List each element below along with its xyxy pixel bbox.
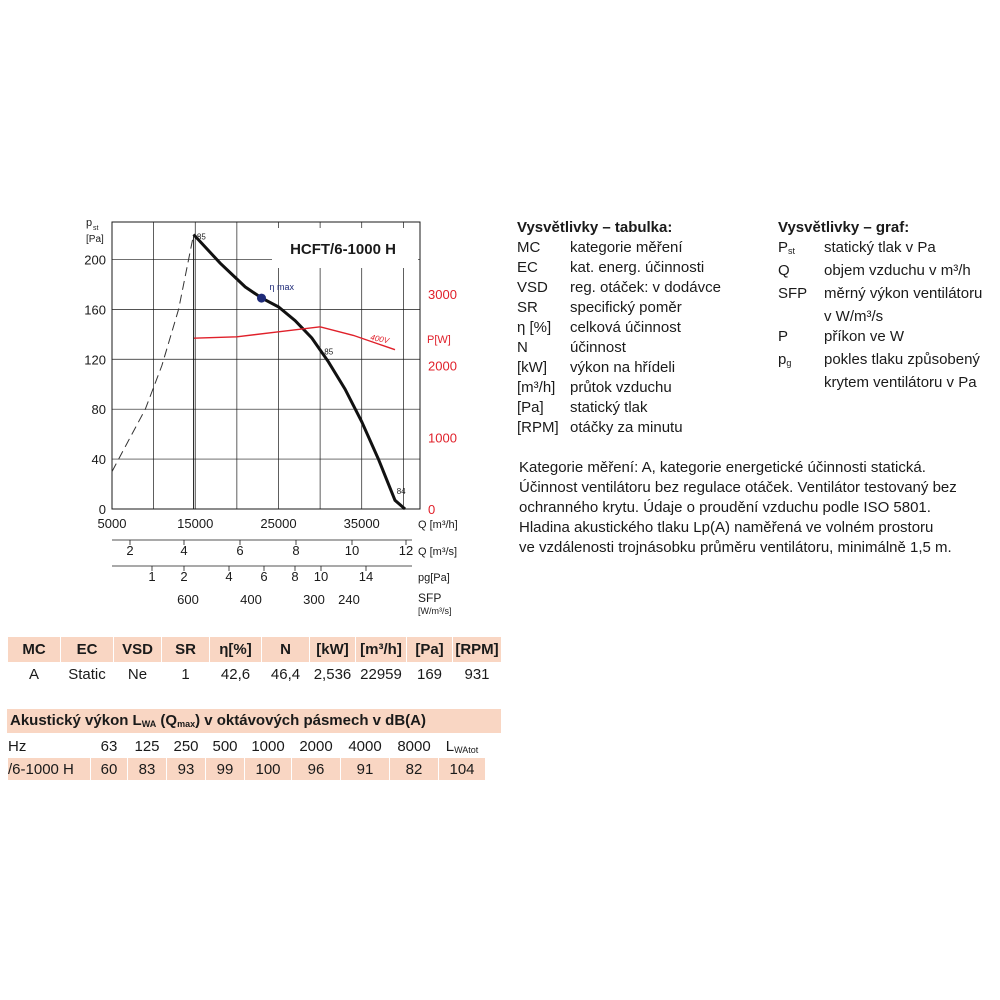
legend-value: celková účinnost [570, 319, 681, 336]
legend-key [778, 261, 824, 284]
legend-key-main: SFP [778, 285, 808, 302]
acoustic-value-cell: 83 [128, 758, 166, 780]
spec-header-cell: η[%] [210, 637, 261, 662]
legend-graph-row [778, 373, 1000, 393]
acoustic-title-mid: (Q [156, 712, 178, 729]
sfp-tick-label: 600 [177, 592, 199, 607]
secondary-axis-label: pg[Pa] [418, 572, 450, 584]
legend-value: měrný výkon ventilátoru [824, 285, 983, 302]
legend-key: EC [517, 259, 538, 276]
spec-value-cell: 42,6 [220, 665, 251, 683]
curve-point-label: 84 [396, 487, 406, 497]
fan-performance-chart [0, 0, 520, 630]
legend-key-sub: g [786, 358, 792, 368]
spec-value-cell: 22959 [360, 665, 402, 683]
acoustic-band-cell: 63 [91, 735, 127, 757]
y-tick-label: 160 [84, 302, 106, 318]
acoustic-model: /6-1000 H [8, 758, 90, 780]
x-tick-label: 35000 [343, 516, 380, 531]
note-line: ve vzdálenosti trojnásobku průměru ventilátoru, minimálně 1,5 m. [519, 539, 952, 556]
spec-value-cell: 169 [416, 665, 443, 683]
spec-header-cell: MC [8, 637, 60, 662]
legend-key: [RPM] [517, 419, 559, 436]
secondary-tick-label: 6 [260, 569, 268, 584]
acoustic-value-row [8, 758, 485, 780]
legend-value: statický tlak v Pa [824, 239, 936, 256]
legend-table-title: Vysvětlivky – tabulka: [517, 219, 673, 236]
secondary-tick-label: 1 [148, 569, 156, 584]
legend-key [778, 238, 824, 261]
legend-table-row [517, 298, 757, 318]
legend-value: pokles tlaku způsobený [824, 351, 980, 368]
legend-value: účinnost [570, 339, 626, 356]
secondary-tick-label: 8 [291, 569, 299, 584]
y2-axis-label: P[W] [427, 334, 451, 346]
acoustic-table [7, 734, 486, 781]
legend-value: objem vzduchu v m³/h [824, 262, 971, 279]
legend-value: kategorie měření [570, 239, 683, 256]
sfp-tick-label: 300 [303, 592, 325, 607]
legend-value: krytem ventilátoru v Pa [824, 374, 977, 391]
secondary-tick-label: 4 [225, 569, 233, 584]
spec-value-row [8, 663, 501, 685]
y-axis-unit: [Pa] [86, 234, 104, 245]
legend-graph-row [778, 238, 1000, 261]
x-tick-label: 5000 [97, 516, 127, 531]
sfp-axis-unit: [W/m³/s] [418, 606, 452, 616]
legend-key-main: p [778, 351, 787, 368]
secondary-tick-label: 10 [344, 543, 360, 558]
note-line: Účinnost ventilátoru bez regulace otáček. Ventilátor testovaný bez [519, 479, 957, 496]
y-tick-label: 120 [84, 352, 106, 368]
x-tick-label: 25000 [260, 516, 297, 531]
spec-value-cell: 931 [464, 665, 490, 683]
legend-table-row [517, 238, 757, 258]
curve-point-label: 85 [196, 232, 206, 242]
y2-tick-label: 2000 [428, 358, 457, 374]
legend-table-row [517, 278, 757, 298]
spec-table [7, 636, 502, 686]
legend-graph [778, 218, 1000, 393]
series-pressure-line [194, 235, 405, 510]
eta-max-label: η max [269, 282, 295, 293]
acoustic-band-cell: 2000 [292, 735, 340, 757]
secondary-tick-label: 10 [313, 569, 329, 584]
spec-value-cell: 46,4 [270, 665, 301, 683]
series-limit-line [112, 235, 194, 472]
acoustic-band-row [8, 735, 485, 757]
spec-value-cell: Ne [127, 665, 148, 683]
spec-header-cell: [Pa] [407, 637, 452, 662]
note-line: Hladina akustického tlaku Lp(A) naměřená ve volném prostoru [519, 519, 934, 536]
legend-key [778, 284, 824, 307]
legend-key [778, 350, 824, 373]
acoustic-value-cell: 100 [245, 758, 291, 780]
legend-key: η [%] [517, 319, 552, 336]
acoustic-value-cell: 82 [390, 758, 438, 780]
legend-value: specifický poměr [570, 299, 682, 316]
secondary-tick-label: 2 [126, 543, 134, 558]
legend-table-row [517, 318, 757, 338]
legend-value: otáčky za minutu [570, 419, 683, 436]
y-tick-label: 80 [91, 402, 106, 418]
legend-key-main: Q [778, 262, 790, 279]
secondary-tick-label: 14 [358, 569, 374, 584]
y2-tick-label: 1000 [428, 430, 457, 446]
legend-table-row [517, 378, 757, 398]
legend-value: příkon ve W [824, 328, 905, 345]
legend-graph-title: Vysvětlivky – graf: [778, 219, 910, 236]
series-power-line [194, 327, 395, 350]
chart-title: HCFT/6-1000 H [290, 241, 396, 258]
note-line: ochranného krytu. Údaje o proudění vzduchu podle ISO 5801. [519, 499, 931, 516]
legend-key [778, 327, 824, 350]
spec-header-cell: [RPM] [453, 637, 501, 662]
eta-max-point [257, 294, 266, 303]
legend-graph-row [778, 284, 1000, 307]
acoustic-value-cell: 96 [292, 758, 340, 780]
secondary-tick-label: 4 [180, 543, 188, 558]
acoustic-value-cell: 93 [167, 758, 205, 780]
legend-value: statický tlak [570, 399, 648, 416]
acoustic-value-cell: 60 [91, 758, 127, 780]
y-tick-label: 40 [91, 452, 106, 468]
legend-key-main: P [778, 328, 789, 345]
spec-header-cell: [kW] [310, 637, 355, 662]
legend-value: výkon na hřídeli [570, 359, 676, 376]
acoustic-total-l: L [445, 737, 455, 755]
y-tick-label: 200 [84, 252, 106, 268]
acoustic-band-cell: 8000 [390, 735, 438, 757]
legend-table [517, 218, 757, 438]
series-layer [112, 234, 405, 509]
acoustic-title-prefix: Akustický výkon L [10, 712, 142, 729]
legend-value: průtok vzduchu [570, 379, 672, 396]
legend-graph-row [778, 350, 1000, 373]
y-axis-label-sub: st [93, 225, 99, 232]
y2-tick-label: 3000 [428, 286, 457, 302]
spec-value-cell: Static [68, 665, 106, 683]
legend-value: v W/m³/s [824, 308, 884, 325]
acoustic-hz-label: Hz [8, 735, 90, 757]
legend-key: SR [517, 299, 538, 316]
legend-key [778, 373, 824, 393]
spec-header-cell: VSD [114, 637, 161, 662]
y2-tick-label: 0 [428, 502, 436, 517]
acoustic-section [7, 709, 501, 781]
curve-point-label: 85 [324, 347, 334, 357]
acoustic-total-sub: WAtot [454, 744, 479, 755]
spec-header-cell: [m³/h] [356, 637, 406, 662]
labels-layer [84, 217, 457, 616]
acoustic-band-cell: 4000 [341, 735, 389, 757]
acoustic-value-cell: 91 [341, 758, 389, 780]
legend-key: MC [517, 239, 541, 256]
acoustic-band-cell: 250 [167, 735, 205, 757]
legend-table-row [517, 398, 757, 418]
acoustic-title [7, 709, 501, 733]
spec-header-cell: EC [61, 637, 113, 662]
secondary-tick-label: 8 [292, 543, 300, 558]
acoustic-value-cell: 104 [439, 758, 485, 780]
acoustic-title-sub-lwa: WA [141, 719, 157, 729]
legend-key: [Pa] [517, 399, 544, 416]
spec-value-cell: 2,536 [313, 665, 352, 683]
legend-value: kat. energ. účinnosti [570, 259, 705, 276]
sfp-axis-label: SFP [418, 591, 442, 605]
legend-key: VSD [517, 279, 548, 296]
acoustic-value-cell: 99 [206, 758, 244, 780]
legend-key: [kW] [517, 359, 547, 376]
acoustic-total-label [439, 735, 485, 757]
legend-key: N [517, 339, 528, 356]
spec-header-cell: N [262, 637, 309, 662]
legend-key: [m³/h] [517, 379, 556, 396]
x-axis-label: Q [m³/h] [418, 519, 458, 531]
acoustic-band-cell: 125 [128, 735, 166, 757]
measurement-note [519, 458, 997, 558]
legend-table-row [517, 258, 757, 278]
legend-value: reg. otáček: v dodávce [570, 279, 721, 296]
note-line: Kategorie měření: A, kategorie energetické účinnosti statická. [519, 459, 926, 476]
power-curve-label: 400V [369, 332, 390, 346]
legend-graph-row [778, 307, 1000, 327]
spec-value-cell: A [28, 665, 39, 683]
acoustic-band-cell: 500 [206, 735, 244, 757]
legend-table-row [517, 338, 757, 358]
spec-header-cell: SR [162, 637, 209, 662]
sfp-tick-label: 240 [338, 592, 360, 607]
acoustic-band-cell: 1000 [245, 735, 291, 757]
legend-graph-row [778, 261, 1000, 284]
legend-table-row [517, 358, 757, 378]
secondary-axis-label: Q [m³/s] [418, 546, 458, 558]
legend-key-sub: st [788, 246, 796, 256]
acoustic-title-sub-qmax: max [177, 719, 196, 729]
legend-key-main: P [778, 239, 789, 256]
spec-header-row [8, 637, 501, 662]
y-tick-label: 0 [98, 502, 106, 517]
sfp-tick-label: 400 [240, 592, 262, 607]
y-axis-label: p [86, 217, 93, 229]
secondary-tick-label: 2 [180, 569, 188, 584]
secondary-tick-label: 6 [236, 543, 244, 558]
legend-key [778, 307, 824, 327]
x-tick-label: 15000 [177, 516, 214, 531]
acoustic-title-suffix: ) v oktávových pásmech v dB(A) [195, 712, 426, 729]
secondary-tick-label: 12 [398, 543, 414, 558]
legend-graph-row [778, 327, 1000, 350]
legend-table-row [517, 418, 757, 438]
spec-value-cell: 1 [181, 665, 190, 683]
